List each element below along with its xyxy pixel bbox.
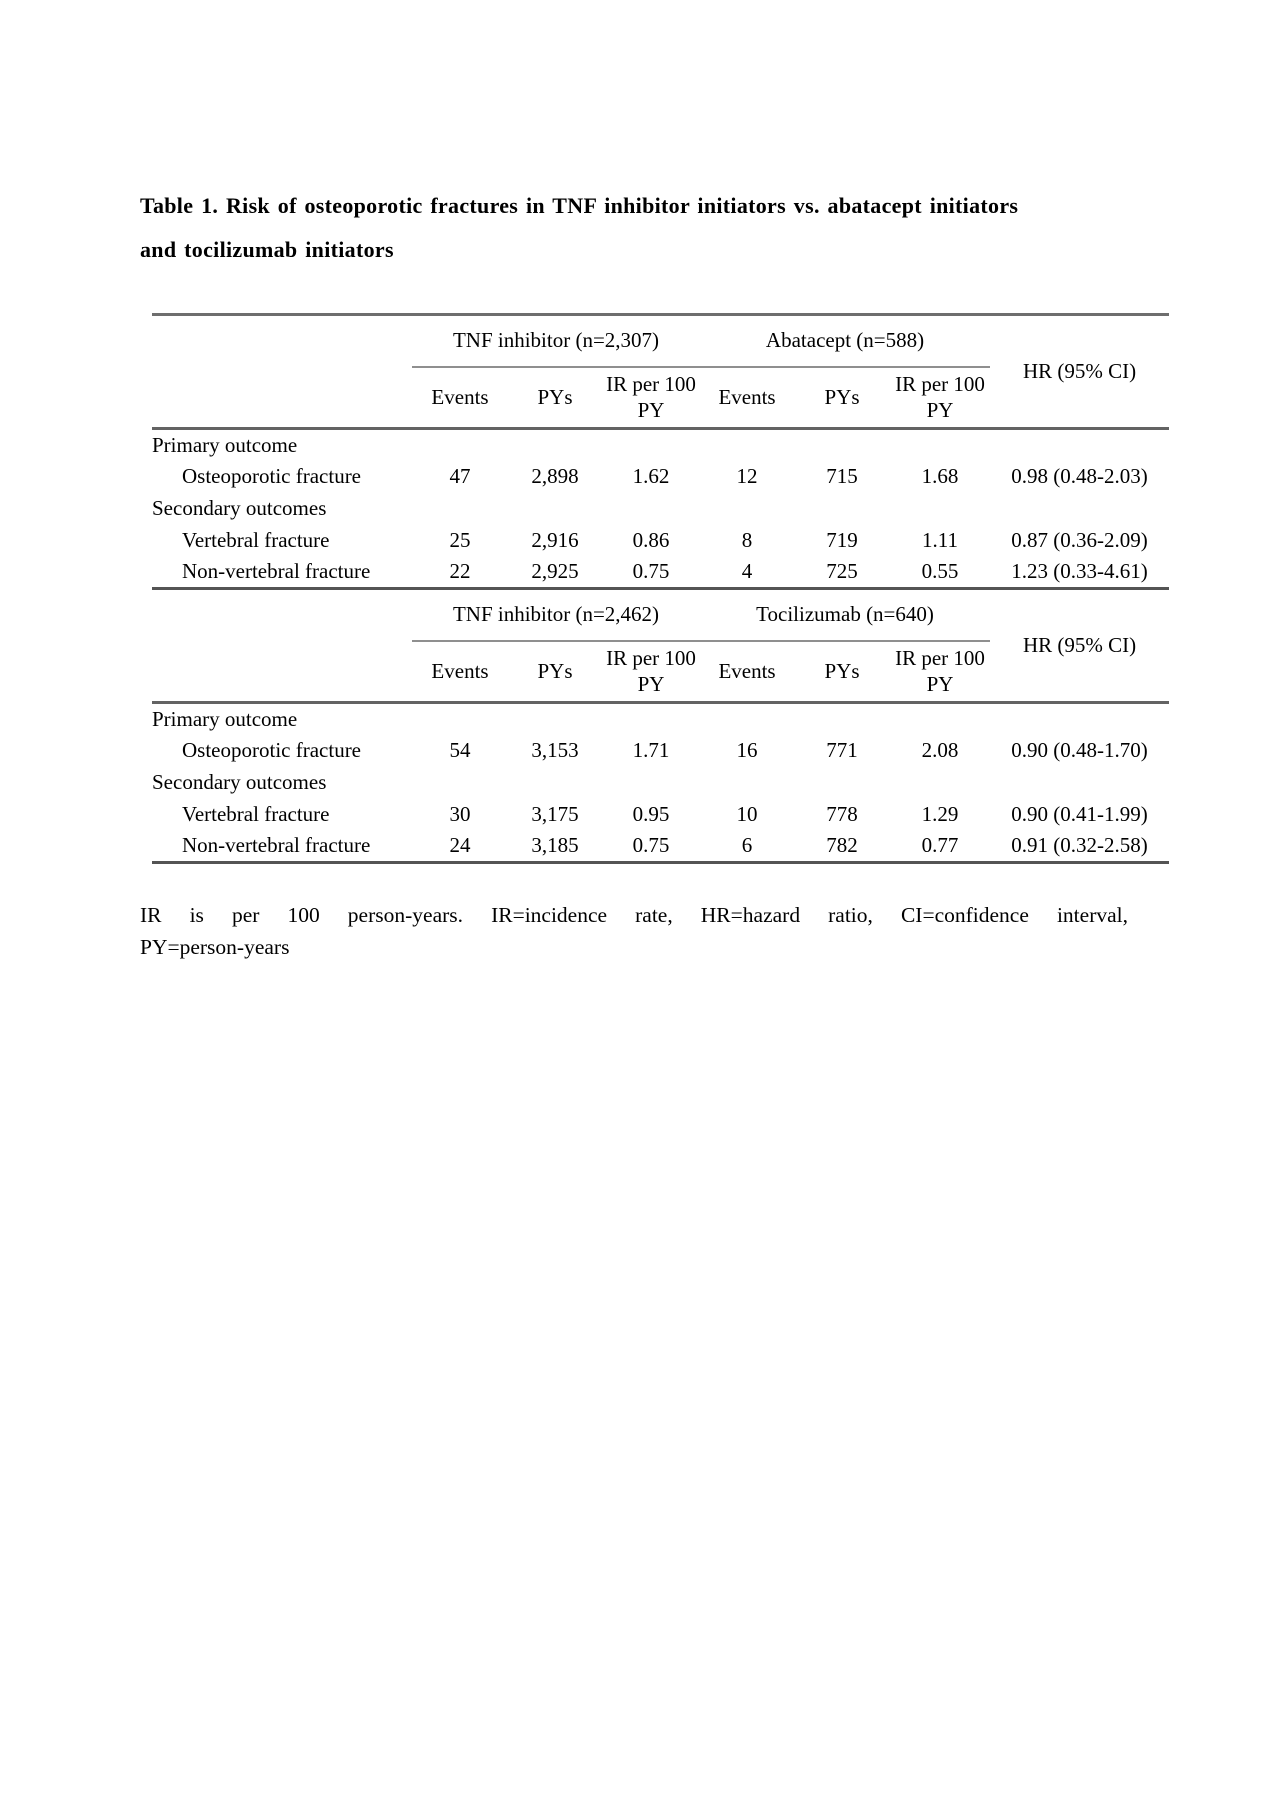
table-caption-line-1: Table 1. Risk of osteoporotic fractures in TNF inhibitor initiators vs. abatacept initiators [140,193,1019,218]
table-row [152,735,1169,767]
cell-ir: 0.55 [890,557,990,589]
spacer-cell [152,589,412,641]
cell-events: 22 [412,557,508,589]
group-header-tnf-inhibitor-2: TNF inhibitor (n=2,462) [412,589,700,641]
row-label-primary-outcome: Primary outcome [152,706,298,731]
cell-ir: 0.95 [632,802,670,826]
group-header-tocilizumab: Tocilizumab (n=640) [700,589,990,641]
cell-pys: 725 [794,557,890,589]
table-row [152,557,1169,589]
cell-pys: 3,175 [531,802,579,826]
cell-pys: 3,153 [531,738,579,762]
cell-pys: 778 [826,802,858,826]
cell-events: 16 [736,738,758,762]
row-label: Osteoporotic fracture [182,738,362,762]
col-header-events-2: Events [700,641,794,703]
col-header-events-2: Events [700,367,794,429]
hr-column-header-2: HR (95% CI) [990,589,1169,703]
table-caption [140,184,1018,272]
group-header-tnf-inhibitor-1: TNF inhibitor (n=2,307) [412,315,700,367]
cell-events: 8 [741,528,753,552]
table-row [152,429,1169,461]
cell-hr: 0.90 (0.48-1.70) [1011,738,1148,762]
col-header-ir-1: IR per 100 PY [602,641,700,703]
spacer-cell [152,641,412,703]
cell-pys: 719 [826,528,858,552]
table-row [152,799,1169,831]
cell-hr: 0.87 (0.36-2.09) [1011,528,1148,552]
spacer-cell [152,315,412,367]
cell-events: 30 [449,802,471,826]
col-header-ir-2: IR per 100 PY [890,367,990,429]
col-header-pys-2: PYs [794,367,890,429]
table-row [152,493,1169,525]
group-header-abatacept: Abatacept (n=588) [700,315,990,367]
table-row [152,703,1169,735]
col-header-ir-1: IR per 100 PY [602,367,700,429]
cell-ir: 2.08 [921,738,959,762]
cell-pys: 2,916 [531,528,579,552]
footnote-line-2: PY=person-years [140,935,290,959]
table-row [152,831,1169,863]
col-header-events-1: Events [412,641,508,703]
row-label: Vertebral fracture [182,528,330,552]
cell-ir: 1.71 [632,738,670,762]
cell-events: 47 [449,464,471,488]
cell-ir: 0.77 [890,831,990,863]
cell-ir: 1.68 [921,464,959,488]
cell-ir: 0.86 [632,528,670,552]
hr-column-header-1: HR (95% CI) [990,315,1169,429]
col-header-pys-2: PYs [794,641,890,703]
cell-events: 54 [449,738,471,762]
row-label: Osteoporotic fracture [182,464,362,488]
col-header-ir-2: IR per 100 PY [890,641,990,703]
table-footnote [140,899,1128,963]
cell-pys: 2,925 [508,557,602,589]
cell-events: 24 [412,831,508,863]
cell-ir: 0.75 [602,557,700,589]
section2-group-header-row [152,589,1169,641]
row-label: Vertebral fracture [182,802,330,826]
cell-hr: 0.90 (0.41-1.99) [1011,802,1148,826]
cell-ir: 0.75 [602,831,700,863]
cell-ir: 1.11 [922,528,959,552]
footnote-line-1: IR is per 100 person-years. IR=incidence rate, HR=hazard ratio, CI=confidence interval, [140,903,1128,927]
cell-hr: 0.91 (0.32-2.58) [990,831,1169,863]
row-label: Non-vertebral fracture [152,557,412,589]
cell-pys: 2,898 [531,464,579,488]
cell-pys: 3,185 [508,831,602,863]
col-header-pys-1: PYs [508,641,602,703]
cell-pys: 715 [826,464,858,488]
section1-group-header-row [152,315,1169,367]
table-caption-line-2: and tocilizumab initiators [140,237,394,262]
table-row [152,461,1169,493]
row-label-secondary-outcomes: Secondary outcomes [152,770,327,794]
cell-events: 6 [700,831,794,863]
spacer-cell [152,367,412,429]
col-header-pys-1: PYs [508,367,602,429]
table-row [152,767,1169,799]
col-header-events-1: Events [412,367,508,429]
cell-events: 25 [449,528,471,552]
cell-ir: 1.62 [632,464,670,488]
row-label: Non-vertebral fracture [152,831,412,863]
cell-events: 4 [700,557,794,589]
cell-events: 10 [736,802,758,826]
cell-ir: 1.29 [921,802,959,826]
row-label-secondary-outcomes: Secondary outcomes [152,496,327,520]
results-table [152,313,1169,864]
cell-pys: 771 [826,738,858,762]
cell-pys: 782 [794,831,890,863]
table-row [152,525,1169,557]
row-label-primary-outcome: Primary outcome [152,432,298,457]
cell-hr: 0.98 (0.48-2.03) [1011,464,1148,488]
cell-events: 12 [736,464,758,488]
cell-hr: 1.23 (0.33-4.61) [990,557,1169,589]
